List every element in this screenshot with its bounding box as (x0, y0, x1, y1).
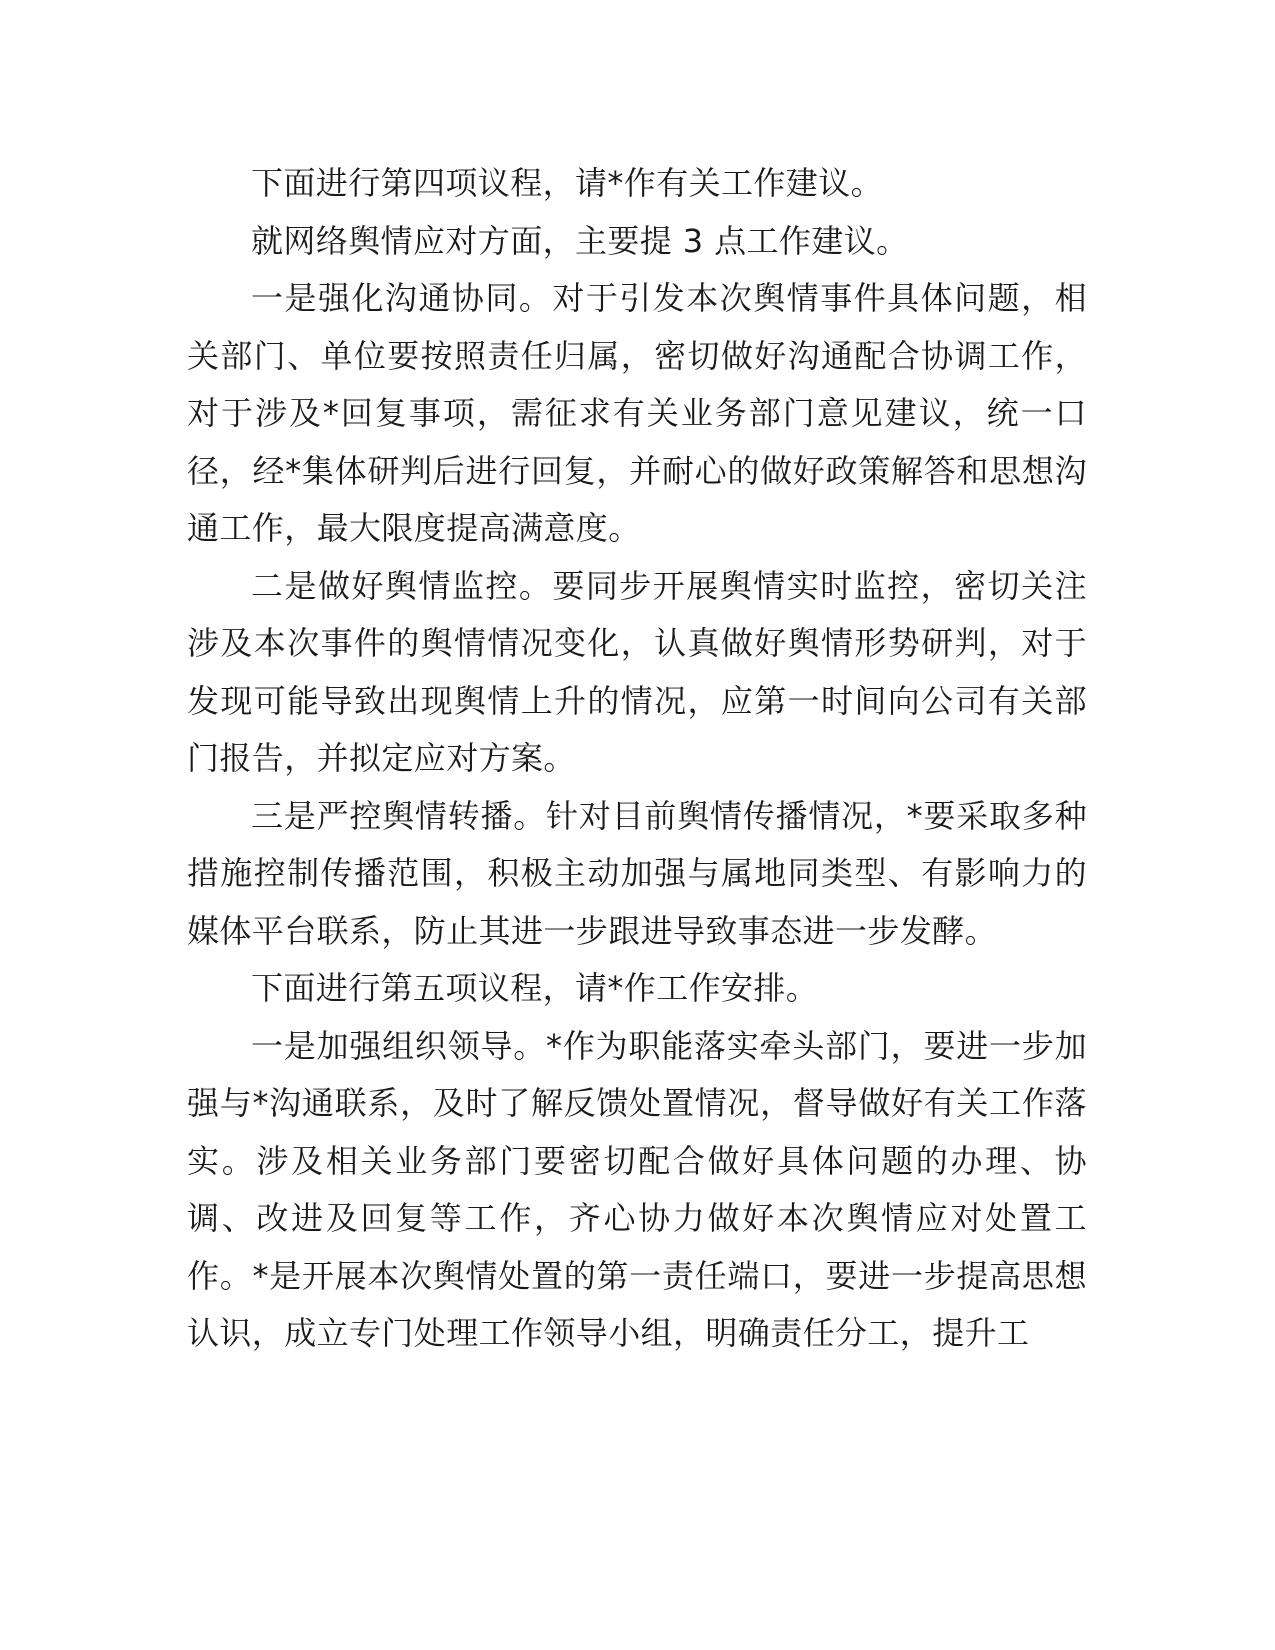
paragraph-arrangement-1: 一是加强组织领导。*作为职能落实牵头部门，要进一步加强与*沟通联系，及时了解反馈处置情况，督导做好有关工作落实。涉及相关业务部门要密切配合做好具体问题的办理、协调、改进及回复等工作，齐心协力做好本次舆情应对处置工作。*是开展本次舆情处置的第一责任端口，要进一步提高思想认识，成立专门处理工作领导小组，明确责任分工，提升工 (187, 1026, 1087, 1352)
document-body (187, 155, 1087, 1363)
paragraph-agenda-item-5: 下面进行第五项议程，请*作工作安排。 (251, 969, 819, 1007)
paragraph-suggestion-2: 二是做好舆情监控。要同步开展舆情实时监控，密切关注涉及本次事件的舆情情况变化，认真做好舆情形势研判，对于发现可能导致出现舆情上升的情况，应第一时间向公司有关部门报告，并拟定应对方案。 (187, 566, 1087, 777)
paragraph-suggestion-3: 三是严控舆情转播。针对目前舆情传播情况，*要采取多种措施控制传播范围，积极主动加强与属地同类型、有影响力的媒体平台联系，防止其进一步跟进导致事态进一步发酵。 (187, 796, 1087, 950)
paragraph-agenda-item-4: 下面进行第四项议程，请*作有关工作建议。 (251, 164, 884, 202)
paragraph-suggestions-intro: 就网络舆情应对方面，主要提 3 点工作建议。 (251, 221, 909, 260)
paragraph-suggestion-1: 一是强化沟通协同。对于引发本次舆情事件具体问题，相关部门、单位要按照责任归属，密切做好沟通配合协调工作，对于涉及*回复事项，需征求有关业务部门意见建议，统一口径，经*集体研判后进行回复，并耐心的做好政策解答和思想沟通工作，最大限度提高满意度。 (187, 279, 1087, 547)
